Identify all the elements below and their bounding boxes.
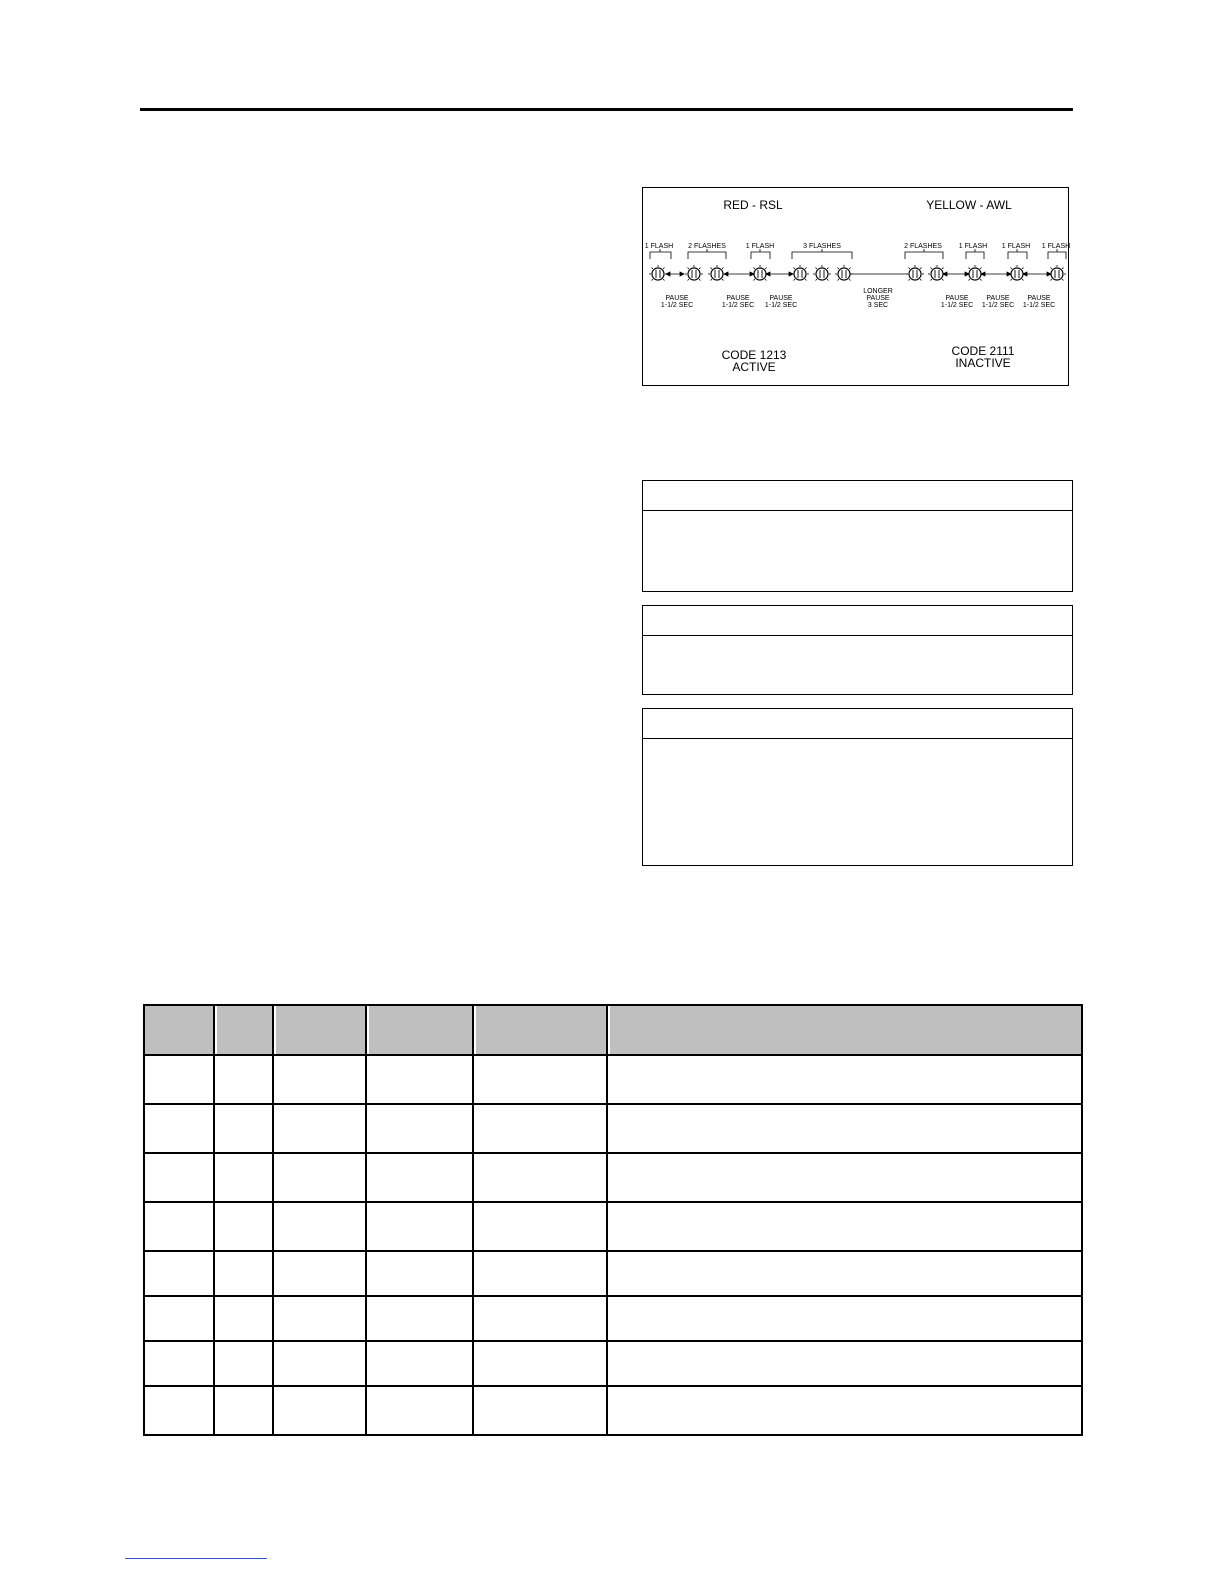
table-cell [473,1296,607,1341]
pause-label-4: PAUSE [945,295,969,302]
table-cell [473,1386,607,1435]
table-cell [473,1251,607,1296]
table-header-cell [473,1005,607,1055]
flash-label-8: 1 FLASH [1041,243,1070,250]
table-cell [144,1202,214,1251]
table-cell [366,1386,473,1435]
table-cell [366,1055,473,1104]
pause-sec-6: 1-1/2 SEC [1022,302,1056,309]
flash-label-1: 1 FLASH [644,243,674,250]
table-cell [473,1104,607,1153]
pause-sec-5: 1-1/2 SEC [981,302,1015,309]
table-cell [214,1386,273,1435]
table-cell [366,1104,473,1153]
pause-label-1: PAUSE [665,295,689,302]
table-cell [607,1202,1082,1251]
pause-sec-3: 1-1/2 SEC [764,302,798,309]
table-cell [607,1251,1082,1296]
table-cell [473,1055,607,1104]
flash-label-4: 3 FLASHES [803,243,841,250]
pause-sec-4: 1-1/2 SEC [940,302,974,309]
table-row [144,1104,1082,1153]
yellow-awl-label: YELLOW - AWL [926,198,1012,212]
table-cell [473,1202,607,1251]
table-cell [273,1251,366,1296]
longer-pause-2: PAUSE [866,295,890,302]
table-cell [214,1104,273,1153]
lamp-icons [649,265,1066,281]
table-header-cell [607,1005,1082,1055]
table-cell [366,1153,473,1202]
table-cell [473,1153,607,1202]
table-cell [144,1153,214,1202]
longer-pause-1: LONGER [863,288,893,295]
table-cell [366,1341,473,1386]
code-inactive-line1: CODE 2111 [951,344,1015,358]
table-row [144,1153,1082,1202]
flash-code-svg [643,188,1070,387]
table-cell [144,1251,214,1296]
pause-label-6: PAUSE [1027,295,1051,302]
note-box-2 [642,605,1073,695]
table-cell [273,1104,366,1153]
table-header-row [144,1005,1082,1055]
table-header-cell [273,1005,366,1055]
footer-link-underline [125,1558,267,1559]
note-box-1 [642,480,1073,592]
note-box-1-header [643,481,1072,511]
pause-label-2: PAUSE [726,295,750,302]
table-cell [214,1055,273,1104]
table-row [144,1251,1082,1296]
table-cell [273,1386,366,1435]
flash-label-2: 2 FLASHES [688,243,726,250]
pause-label-3: PAUSE [769,295,793,302]
note-box-3 [642,708,1073,866]
pause-sec-1: 1-1/2 SEC [660,302,694,309]
table-cell [607,1055,1082,1104]
table-cell [607,1341,1082,1386]
code-table [143,1004,1083,1436]
code-active-line2: ACTIVE [732,360,776,374]
code-inactive-line2: INACTIVE [955,356,1011,370]
table-cell [214,1153,273,1202]
top-divider [140,108,1073,111]
table-row [144,1202,1082,1251]
table-cell [366,1202,473,1251]
table-cell [144,1341,214,1386]
flash-code-diagram [642,187,1069,386]
table-cell [214,1202,273,1251]
table-cell [214,1296,273,1341]
red-rsl-label: RED - RSL [723,198,783,212]
table-cell [366,1296,473,1341]
table-row [144,1341,1082,1386]
table-cell [366,1251,473,1296]
flash-label-7: 1 FLASH [1001,243,1031,250]
table-cell [473,1341,607,1386]
table-cell [607,1104,1082,1153]
table-cell [273,1202,366,1251]
pause-label-5: PAUSE [986,295,1010,302]
table-cell [273,1055,366,1104]
table-header-cell [144,1005,214,1055]
table-header-cell [214,1005,273,1055]
note-box-2-header [643,606,1072,636]
table-cell [214,1341,273,1386]
flash-label-6: 1 FLASH [958,243,988,250]
table-cell [607,1296,1082,1341]
table-cell [607,1153,1082,1202]
table-cell [144,1296,214,1341]
table-row [144,1055,1082,1104]
table-cell [273,1341,366,1386]
table-cell [144,1104,214,1153]
code-active-line1: CODE 1213 [721,348,787,362]
table-row [144,1296,1082,1341]
flash-label-5: 2 FLASHES [904,243,942,250]
table-cell [144,1055,214,1104]
table-cell [273,1153,366,1202]
note-box-3-header [643,709,1072,739]
table-row [144,1386,1082,1435]
table-cell [144,1386,214,1435]
table-header-cell [366,1005,473,1055]
table-cell [214,1251,273,1296]
pause-sec-2: 1-1/2 SEC [721,302,755,309]
table-cell [607,1386,1082,1435]
flash-label-3: 1 FLASH [745,243,775,250]
longer-pause-3: 3 SEC [867,302,889,309]
table-cell [273,1296,366,1341]
